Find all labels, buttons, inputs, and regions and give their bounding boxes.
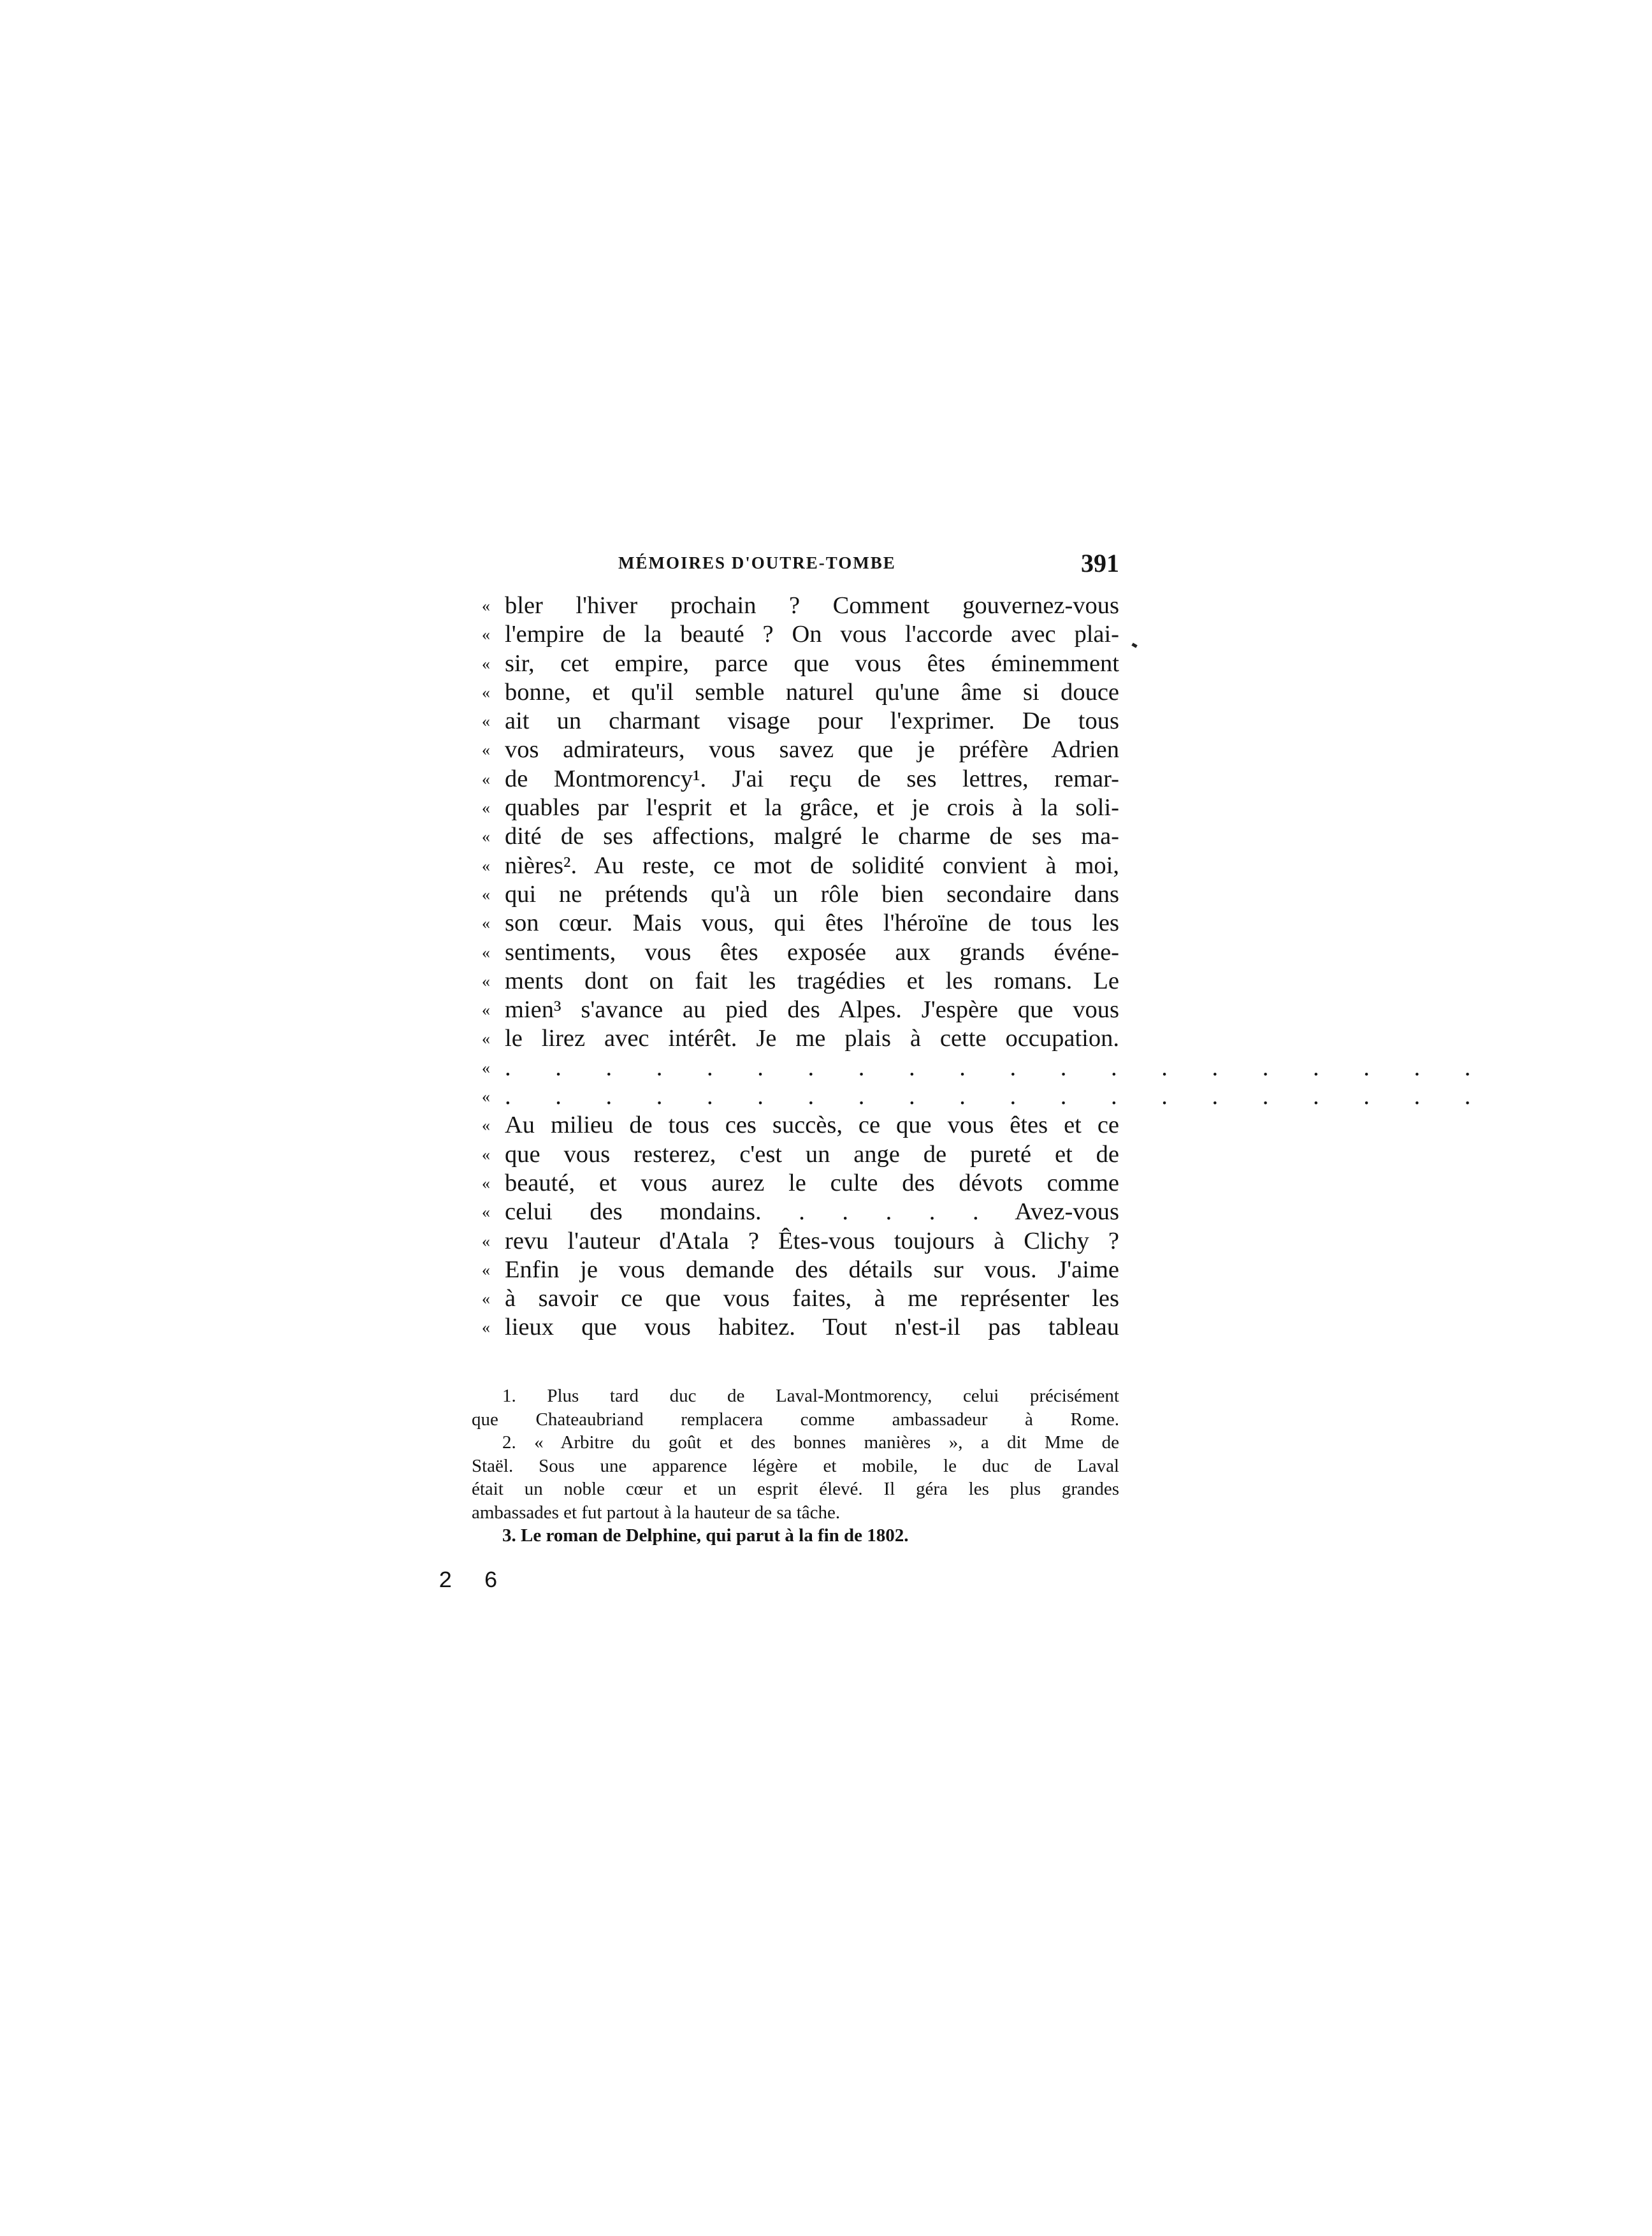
page-header (472, 549, 1119, 584)
line-text: Enfin je vous demande des détails sur vous. J'aime (505, 1256, 1119, 1283)
quote-mark: « (482, 1087, 490, 1107)
text-line (472, 678, 1119, 707)
quote-mark: « (482, 1116, 490, 1135)
quote-mark: « (482, 712, 490, 731)
quote-mark: « (482, 741, 490, 760)
line-text: bonne, et qu'il semble naturel qu'une âme si douce (505, 678, 1119, 706)
body-text (472, 592, 1490, 1342)
text-line (472, 1227, 1119, 1256)
ellipsis-line: . . . . . . . . . . . . . . . . . . . . (505, 1054, 1490, 1081)
footnotes (472, 1384, 1119, 1548)
text-line (472, 592, 1119, 620)
text-line (472, 822, 1119, 851)
line-text: beauté, et vous aurez le culte des dévots comme (505, 1169, 1119, 1196)
line-text: ait un charmant visage pour l'exprimer. De tous (505, 708, 1119, 735)
footnote-line: ambassades et fut partout à la hauteur de sa tâche. (472, 1502, 841, 1523)
quote-mark: « (482, 1029, 490, 1049)
line-text: sentiments, vous êtes exposée aux grands événe- (505, 938, 1119, 966)
quote-mark: « (482, 769, 490, 788)
line-text: de Montmorency¹. J'ai reçu de ses lettres, remar- (505, 765, 1119, 792)
text-line (472, 1054, 1490, 1082)
line-text: que vous resterez, c'est un ange de pureté et de (505, 1140, 1119, 1168)
quote-mark: « (482, 1058, 490, 1077)
quote-mark: « (482, 1231, 490, 1251)
line-text: vos admirateurs, vous savez que je préfère Adrien (505, 736, 1119, 764)
text-line (472, 1111, 1119, 1140)
text-line (472, 1140, 1119, 1169)
text-line (472, 852, 1119, 880)
footnote-line: 1. Plus tard duc de Laval-Montmorency, celui précisément (502, 1386, 1119, 1406)
quote-mark: « (482, 1289, 490, 1309)
footnote-line: 3. Le roman de Delphine, qui parut à la fin de 1802. (502, 1525, 909, 1546)
footnote-line: que Chateaubriand remplacera comme ambassadeur à Rome. (472, 1409, 1119, 1430)
quote-mark: « (482, 885, 490, 904)
quote-mark: « (482, 654, 490, 673)
text-line (472, 794, 1119, 822)
quote-mark: « (482, 827, 490, 846)
signature-mark: 2 6 (438, 1568, 507, 1594)
quote-mark: « (482, 971, 490, 991)
line-text: le lirez avec intérêt. Je me plais à cette occupation. (505, 1025, 1119, 1052)
text-line (472, 1024, 1119, 1053)
text-line (472, 736, 1119, 764)
line-text: qui ne prétends qu'à un rôle bien secondaire dans (505, 880, 1119, 908)
quote-mark: « (482, 1001, 490, 1020)
text-line (472, 1256, 1119, 1284)
text-line (472, 1284, 1119, 1313)
quote-mark: « (482, 597, 490, 615)
text-line (472, 938, 1119, 967)
footnote-line: Staël. Sous une apparence légère et mobile, le duc de Laval (472, 1455, 1119, 1476)
ellipsis-line: . . . . . . . . . . . . . . . . . . . . (505, 1083, 1490, 1110)
quote-mark: « (482, 1260, 490, 1279)
text-line (472, 880, 1119, 909)
text-line (472, 765, 1119, 794)
footnote-line: était un noble cœur et un esprit élevé. Il géra les plus grandes (472, 1479, 1119, 1499)
quote-mark: « (482, 683, 490, 702)
line-text: Au milieu de tous ces succès, ce que vous êtes et ce (505, 1112, 1119, 1139)
quote-mark: « (482, 914, 490, 933)
line-text: mien³ s'avance au pied des Alpes. J'espère que vous (505, 996, 1119, 1024)
text-line (472, 707, 1119, 736)
line-text: à savoir ce que vous faites, à me représenter les (505, 1285, 1119, 1312)
quote-mark: « (482, 1173, 490, 1193)
text-line (472, 967, 1119, 996)
text-line (472, 1198, 1119, 1226)
line-text: quables par l'esprit et la grâce, et je crois à la soli- (505, 794, 1119, 822)
line-text: dité de ses affections, malgré le charme de ses ma- (505, 823, 1119, 850)
running-title: MÉMOIRES D'OUTRE-TOMBE (618, 553, 896, 572)
quote-mark: « (482, 1318, 490, 1337)
quote-mark: « (482, 856, 490, 875)
ink-speck (1131, 642, 1137, 648)
line-text: lieux que vous habitez. Tout n'est-il pas tableau (505, 1314, 1119, 1341)
text-line (472, 1313, 1119, 1342)
page-number: 391 (1081, 549, 1119, 577)
quote-mark: « (482, 1145, 490, 1164)
text-line (472, 996, 1119, 1024)
line-text: son cœur. Mais vous, qui êtes l'héroïne de tous les (505, 910, 1119, 937)
line-text: bler l'hiver prochain ? Comment gouvernez-vous (505, 592, 1119, 619)
text-line (472, 1082, 1490, 1111)
text-line (472, 909, 1119, 938)
quote-mark: « (482, 1203, 490, 1222)
text-line (472, 650, 1119, 678)
quote-mark: « (482, 799, 490, 818)
text-line (472, 1169, 1119, 1198)
line-text: revu l'auteur d'Atala ? Êtes-vous toujours à Clichy ? (505, 1227, 1119, 1254)
quote-mark: « (482, 943, 490, 962)
text-line (472, 620, 1119, 649)
line-text: nières². Au reste, ce mot de solidité convient à moi, (505, 852, 1119, 879)
line-text: l'empire de la beauté ? On vous l'accorde avec plai- (505, 621, 1119, 648)
quote-mark: « (482, 625, 490, 644)
line-text: ments dont on fait les tragédies et les romans. Le (505, 967, 1119, 994)
footnote-line: 2. « Arbitre du goût et des bonnes manières », a dit Mme de (502, 1432, 1119, 1453)
line-text: celui des mondains. . . . . . Avez-vous (505, 1198, 1119, 1226)
line-text: sir, cet empire, parce que vous êtes éminemment (505, 650, 1119, 677)
